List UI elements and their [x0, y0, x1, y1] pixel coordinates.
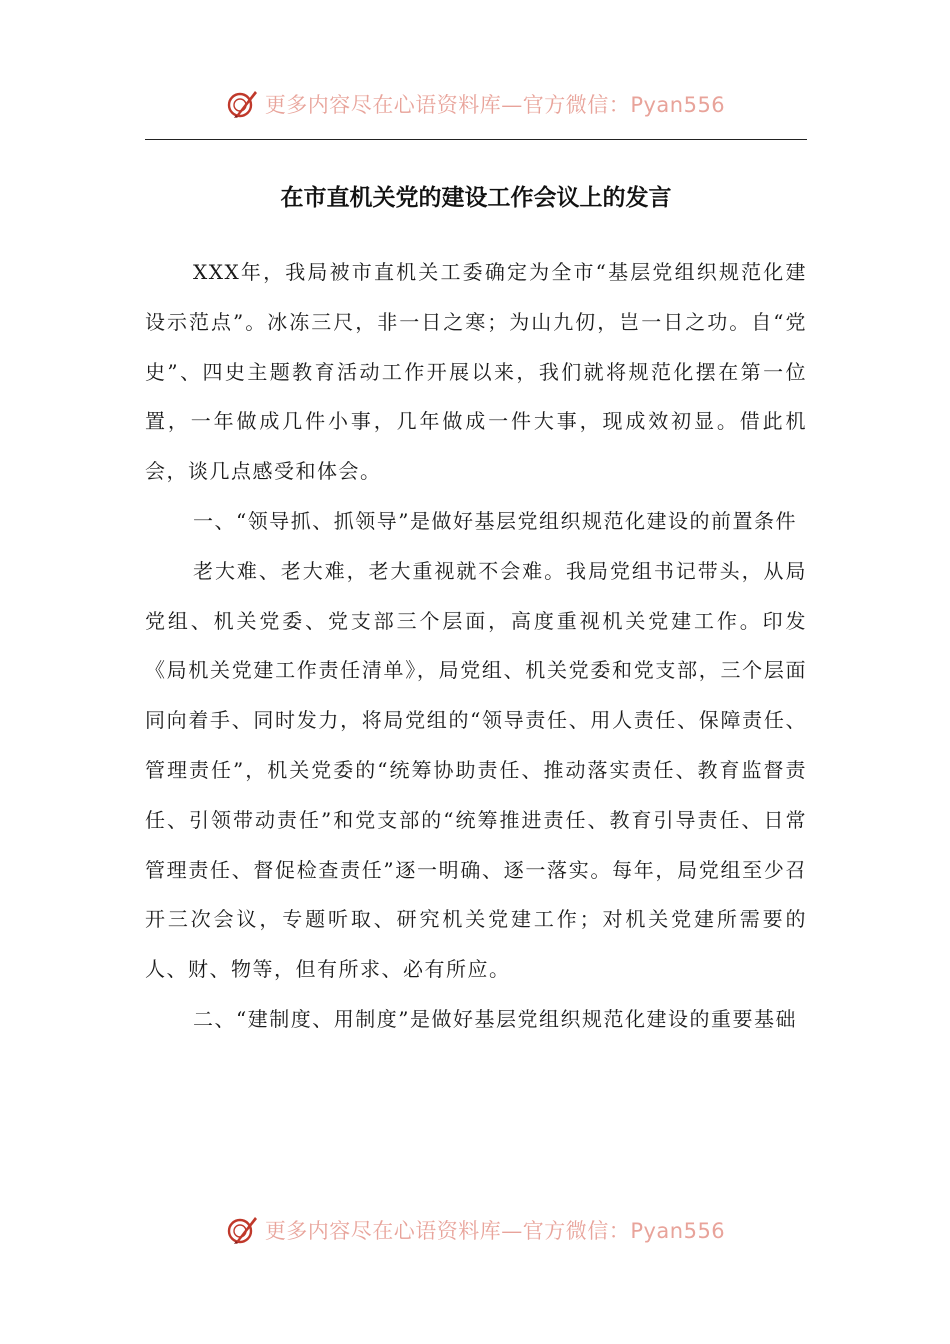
section-heading-1: 一、“领导抓、抓领导”是做好基层党组织规范化建设的前置条件	[193, 508, 797, 533]
header-watermark-text: 更多内容尽在心语资料库—官方微信：	[264, 93, 631, 117]
document-title: 在市直机关党的建设工作会议上的发言	[280, 185, 672, 211]
paragraph-section-1: 老大难、老大难，老大重视就不会难。我局党组书记带头，从局党组、机关党委、党支部三个层面，高度重视机关党建工作。印发《局机关党建工作责任清单》，局党组、机关党委和党支部，三个层面同向着手、同时发力，将局党组的“领导责任、用人责任、保障责任、管理责任”，机关党委的“统筹协助责任、推动落实责任、教育监督责任、引领带动责任”和党支部的“统筹推进责任、教育引导责任、日常管理责任、督促检查责任”逐一明确、逐一落实。每年，局党组至少召开三次会议，专题听取、研究机关党建工作；对机关党建所需要的人、财、物等，但有所求、必有所应。	[145, 558, 807, 982]
header-divider	[145, 139, 807, 140]
document-body	[145, 248, 807, 1045]
section-heading-2: 二、“建制度、用制度”是做好基层党组织规范化建设的重要基础	[193, 1006, 797, 1031]
pen-circle-logo-icon	[225, 1213, 259, 1247]
header-watermark-id: Pyan556	[630, 93, 726, 117]
paragraph-intro: XXX年，我局被市直机关工委确定为全市“基层党组织规范化建设示范点”。冰冻三尺，非一日之寒；为山九仞，岂一日之功。自“党史”、四史主题教育活动工作开展以来，我们就将规范化摆在第一位置，一年做成几件小事，几年做成一件大事，现成效初显。借此机会，谈几点感受和体会。	[145, 260, 807, 484]
footer-watermark	[0, 1208, 950, 1252]
pen-circle-logo-icon	[225, 87, 259, 121]
footer-watermark-text: 更多内容尽在心语资料库—官方微信：	[264, 1219, 631, 1243]
header-watermark	[0, 82, 950, 126]
footer-watermark-id: Pyan556	[630, 1219, 726, 1243]
